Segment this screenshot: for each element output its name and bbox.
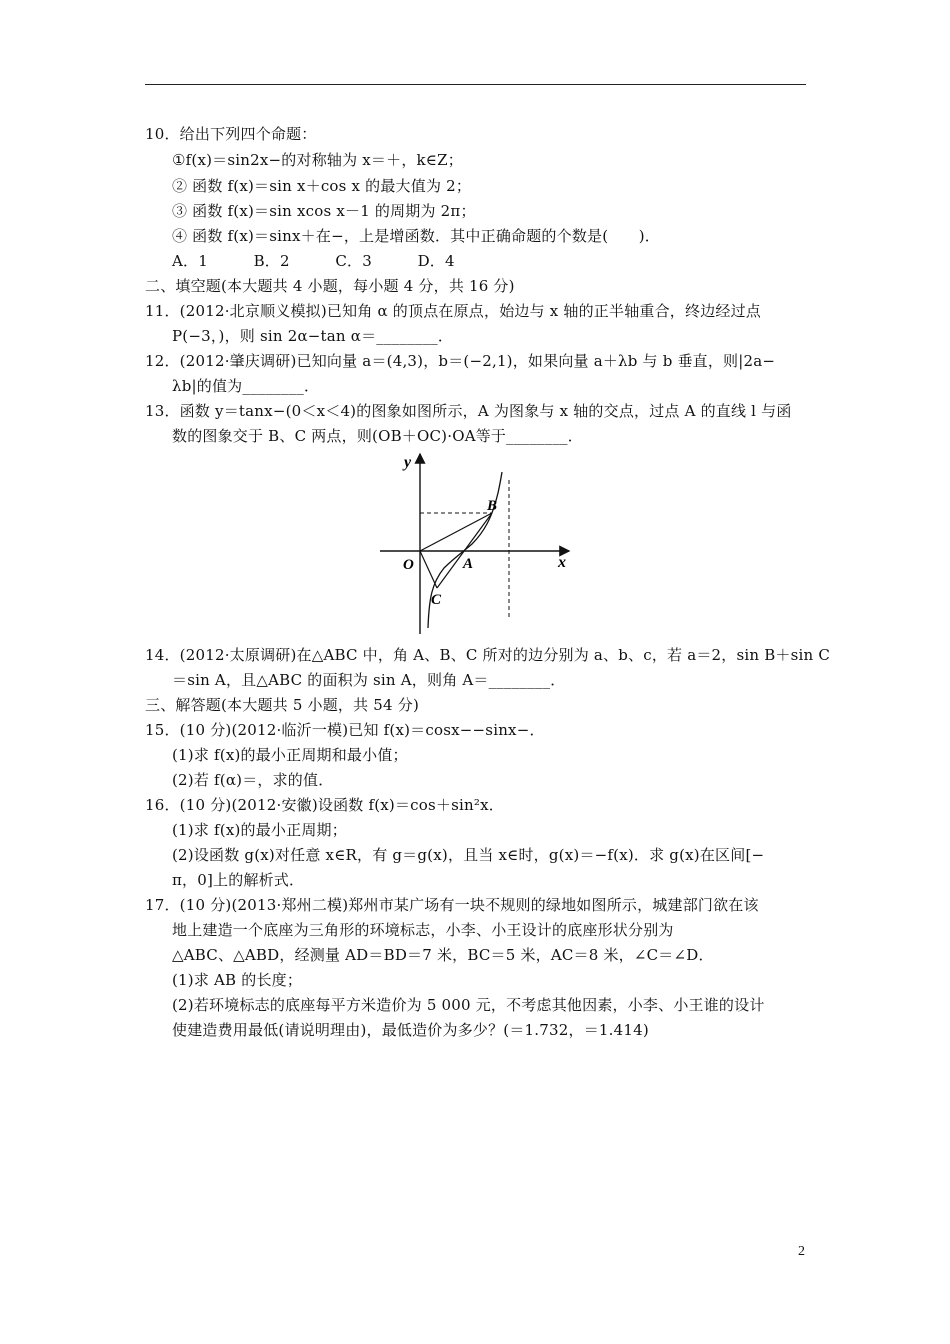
point-c-label: C: [431, 592, 442, 608]
problem-16-part-2-line-1: (2)设函数 g(x)对任意 x∈R，有 g＝g(x)，且当 x∈时，g(x)＝−f(x)．求 g(x)在区间[−: [172, 846, 765, 864]
problem-14-line-2: ＝sin A，且△ABC 的面积为 sin A，则角 A＝________．: [172, 671, 566, 689]
problem-10-item-2: ② 函数 f(x)＝sin x＋cos x 的最大值为 2；: [172, 177, 472, 195]
origin-label: O: [403, 557, 414, 573]
problem-10-item-1: ①f(x)＝sin2x−的对称轴为 x＝＋，k∈Z；: [172, 151, 463, 169]
problem-16-part-2-line-2: π，0]上的解析式．: [172, 871, 305, 889]
problem-10-options: A．1 B．2 C．3 D．4: [172, 252, 455, 270]
section-fill-in-heading: 二、填空题(本大题共 4 小题，每小题 4 分，共 16 分): [145, 277, 515, 295]
problem-15-stem: 15．(10 分)(2012·临沂一模)已知 f(x)＝cosx−−sinx−．: [145, 721, 545, 739]
y-axis-label: y: [404, 454, 412, 471]
x-axis-label: x: [558, 554, 566, 571]
problem-17-line-3: △ABC、△ABD，经测量 AD＝BD＝7 米，BC＝5 米，AC＝8 米，∠C＝∠D．: [172, 946, 714, 964]
problem-10-stem: 10．给出下列四个命题：: [145, 125, 317, 143]
problem-13-line-1: 13．函数 y＝tanx−(0＜x＜4)的图象如图所示，A 为图象与 x 轴的交点，过点 A 的直线 l 与函: [145, 402, 792, 420]
problem-10-item-3: ③ 函数 f(x)＝sin xcos x－1 的周期为 2π；: [172, 202, 476, 220]
problem-16-stem: 16．(10 分)(2012·安徽)设函数 f(x)＝cos＋sin²x．: [145, 796, 504, 814]
problem-16-part-1: (1)求 f(x)的最小正周期；: [172, 821, 347, 839]
point-b-label: B: [487, 498, 498, 514]
problem-15-part-2: (2)若 f(α)＝，求的值．: [172, 771, 334, 789]
problem-15-part-1: (1)求 f(x)的最小正周期和最小值；: [172, 746, 408, 764]
problem-17-line-2: 地上建造一个底座为三角形的环境标志，小李、小王设计的底座形状分别为: [172, 921, 674, 939]
problem-17-part-1: (1)求 AB 的长度；: [172, 971, 303, 989]
problem-17-part-2-line-2: 使建造费用最低(请说明理由)，最低造价为多少？(＝1.732，＝1.414): [172, 1021, 649, 1039]
point-a-label: A: [463, 556, 474, 572]
problem-12-line-2: λb|的值为________．: [172, 377, 320, 395]
section-solution-heading: 三、解答题(本大题共 5 小题，共 54 分): [145, 696, 420, 714]
tan-graph-figure: [372, 448, 582, 638]
problem-10-item-4: ④ 函数 f(x)＝sinx＋在−，上是增函数．其中正确命题的个数是( )．: [172, 227, 660, 245]
problem-12-line-1: 12．(2012·肇庆调研)已知向量 a＝(4,3)，b＝(−2,1)，如果向量 a＋λb 与 b 垂直，则|2a−: [145, 352, 776, 370]
problem-17-part-2-line-1: (2)若环境标志的底座每平方米造价为 5 000 元，不考虑其他因素，小李、小王谁的设计: [172, 996, 765, 1014]
page-number: 2: [798, 1244, 805, 1259]
problem-14-line-1: 14．(2012·太原调研)在△ABC 中，角 A、B、C 所对的边分别为 a、b、c，若 a＝2，sin B＋sin C: [145, 646, 831, 664]
problem-17-line-1: 17．(10 分)(2013·郑州二模)郑州市某广场有一块不规则的绿地如图所示，城建部门欲在该: [145, 896, 759, 914]
problem-13-line-2: 数的图象交于 B、C 两点，则(OB＋OC)·OA等于________．: [172, 427, 583, 445]
segment-oc: [420, 551, 437, 588]
segment-ob: [420, 513, 492, 551]
problem-11-line-1: 11．(2012·北京顺义模拟)已知角 α 的顶点在原点，始边与 x 轴的正半轴重合，终边经过点: [145, 302, 761, 320]
header-rule: [145, 84, 806, 85]
problem-11-line-2: P(−3，)，则 sin 2α−tan α＝________．: [172, 327, 454, 345]
